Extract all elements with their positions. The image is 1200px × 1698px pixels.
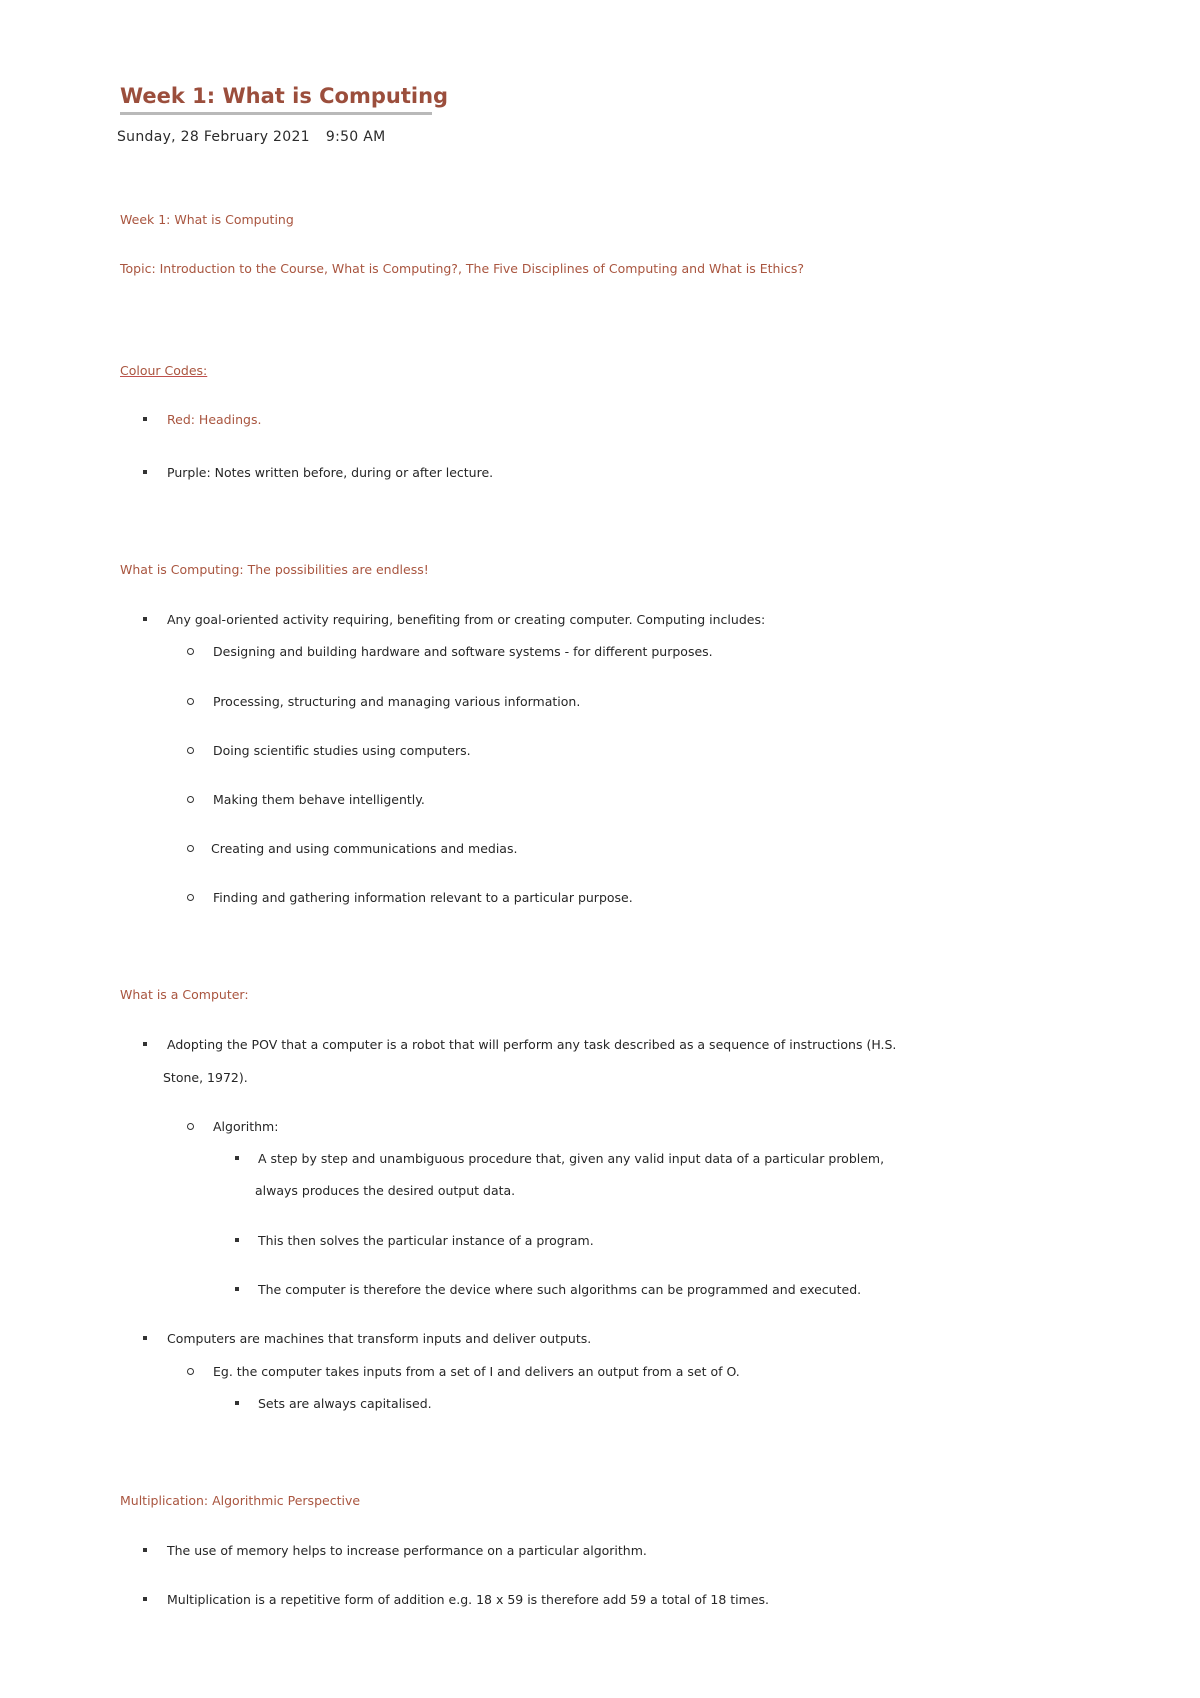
bullet-square-icon [143, 1042, 147, 1046]
algorithm-line-1: A step by step and unambiguous procedure that, given any valid input data of a particular problem, [258, 1151, 885, 1166]
date-line [117, 129, 386, 145]
bullet-square-icon [143, 1336, 147, 1340]
week-heading: Week 1: What is Computing [120, 212, 294, 227]
algorithm-item-3: The computer is therefore the device where such algorithms can be programmed and executed. [258, 1282, 862, 1297]
bullet-circle-icon [187, 894, 194, 901]
computer-heading: What is a Computer: [120, 987, 249, 1002]
page-title: Week 1: What is Computing [120, 84, 449, 108]
date: Sunday, 28 February 2021 [117, 129, 310, 145]
sets-item: Sets are always capitalised. [258, 1396, 432, 1411]
bullet-circle-icon [187, 698, 194, 705]
computing-heading: What is Computing: The possibilities are endless! [120, 562, 429, 577]
computing-subitem: Creating and using communications and medias. [211, 841, 518, 856]
bullet-circle-icon [187, 747, 194, 754]
pov-line-2: Stone, 1972). [163, 1070, 248, 1085]
bullet-square-icon [235, 1401, 239, 1405]
bullet-square-icon [235, 1156, 239, 1160]
title-underline [120, 112, 432, 115]
machines-item: Computers are machines that transform inputs and deliver outputs. [167, 1331, 592, 1346]
bullet-circle-icon [187, 648, 194, 655]
computing-subitem: Designing and building hardware and software systems - for different purposes. [213, 644, 713, 659]
algorithm-line-2: always produces the desired output data. [255, 1183, 516, 1198]
bullet-circle-icon [187, 1123, 194, 1130]
algorithm-item-2: This then solves the particular instance of a program. [258, 1233, 594, 1248]
example-item: Eg. the computer takes inputs from a set of I and delivers an output from a set of O. [213, 1364, 740, 1379]
bullet-square-icon [143, 1548, 147, 1552]
computing-intro: Any goal-oriented activity requiring, benefiting from or creating computer. Computing includes: [167, 612, 766, 627]
bullet-square-icon [143, 617, 147, 621]
time: 9:50 AM [325, 129, 386, 145]
bullet-square-icon [235, 1287, 239, 1291]
colour-code-red: Red: Headings. [167, 412, 262, 427]
algorithm-label: Algorithm: [213, 1119, 279, 1134]
pov-line-1: Adopting the POV that a computer is a robot that will perform any task described as a sequence of instructions (H.S. [167, 1037, 897, 1052]
bullet-square-icon [143, 470, 147, 474]
colour-code-purple: Purple: Notes written before, during or after lecture. [167, 465, 494, 480]
bullet-square-icon [235, 1238, 239, 1242]
bullet-circle-icon [187, 796, 194, 803]
multiplication-heading: Multiplication: Algorithmic Perspective [120, 1493, 361, 1508]
computing-subitem: Doing scientific studies using computers. [213, 743, 471, 758]
bullet-circle-icon [187, 1368, 194, 1375]
colour-codes-heading: Colour Codes: [120, 363, 208, 378]
computing-subitem: Making them behave intelligently. [213, 792, 425, 807]
bullet-square-icon [143, 417, 147, 421]
computing-subitem: Processing, structuring and managing various information. [213, 694, 581, 709]
multiplication-item: The use of memory helps to increase performance on a particular algorithm. [167, 1543, 647, 1558]
multiplication-item: Multiplication is a repetitive form of addition e.g. 18 x 59 is therefore add 59 a total of 18 times. [167, 1592, 770, 1607]
topic-line: Topic: Introduction to the Course, What is Computing?, The Five Disciplines of Computing and What is Ethics? [120, 261, 804, 276]
bullet-circle-icon [187, 845, 194, 852]
computing-subitem: Finding and gathering information relevant to a particular purpose. [213, 890, 633, 905]
bullet-square-icon [143, 1597, 147, 1601]
